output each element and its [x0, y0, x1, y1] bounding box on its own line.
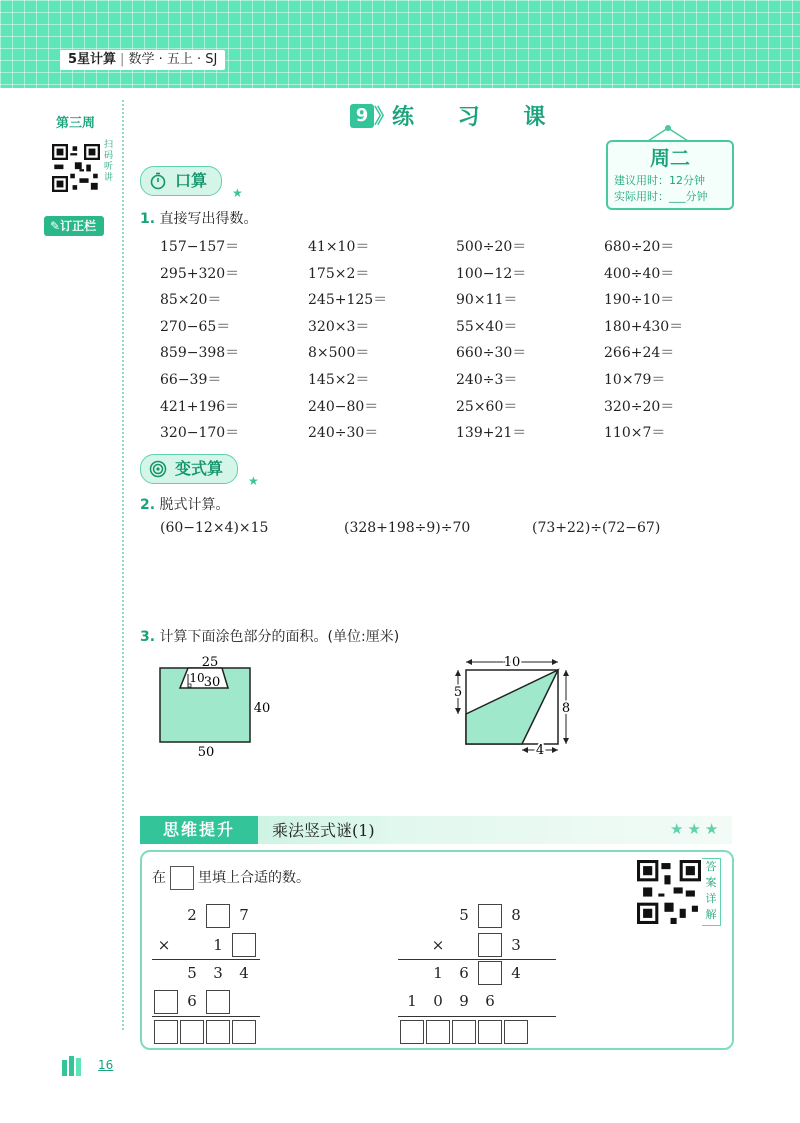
puzzle2-digit: 1: [407, 992, 417, 1010]
qr-code-icon[interactable]: [636, 860, 702, 924]
week-label: 第三周: [56, 116, 96, 131]
puzzle2-rule: [398, 959, 556, 960]
puzzle2-times: ×: [431, 936, 445, 954]
oral-item: 25×60＝: [456, 399, 518, 415]
section-variant-text: 变式算: [175, 459, 224, 478]
figure2-label-bottom: 4: [535, 743, 545, 758]
puzzle1-blank[interactable]: [206, 990, 230, 1014]
puzzle1-rule: [152, 1016, 260, 1017]
oral-item: 320−170＝: [160, 425, 240, 441]
correction-column-tag: [44, 216, 104, 236]
top-banner: [0, 0, 800, 88]
question-2-number: 2.: [140, 497, 156, 513]
expression-3: (73+22)÷(72−67): [532, 520, 661, 536]
subject-label: 数学 · 五上 · SJ: [128, 52, 218, 67]
puzzle2-digit: 9: [459, 992, 469, 1010]
oral-item: 320×3＝: [308, 319, 370, 335]
correction-label: 订正栏: [60, 219, 97, 233]
puzzle1-blank[interactable]: [232, 1020, 256, 1044]
figure1-label-top: 25: [201, 655, 219, 670]
puzzle1-blank[interactable]: [180, 1020, 204, 1044]
section-oral-text: 口算: [175, 171, 208, 190]
puzzle1-digit: 1: [213, 936, 223, 954]
oral-item: 295+320＝: [160, 266, 240, 282]
figure1-label-base: 50: [197, 745, 215, 760]
figure-rectangle-trapezoid: [150, 652, 290, 762]
box-icon: [170, 866, 194, 890]
oral-item: 175×2＝: [308, 266, 370, 282]
question-1-title: [140, 208, 258, 228]
puzzle1-times: ×: [157, 936, 171, 954]
puzzle2-digit: 6: [459, 964, 469, 982]
brand-name: 5星计算: [68, 52, 117, 67]
oral-item: 245+125＝: [308, 292, 388, 308]
oral-item: 320÷20＝: [604, 399, 675, 415]
page-number: 16: [98, 1058, 114, 1072]
puzzle2-digit: 3: [511, 936, 521, 954]
star-icon: ★: [232, 186, 243, 200]
puzzle1-digit: 4: [239, 964, 249, 982]
thinking-subtitle: 乘法竖式谜(1): [272, 821, 375, 840]
puzzle2-rule: [398, 1016, 556, 1017]
oral-item: 66−39＝: [160, 372, 222, 388]
oral-item: 100−12＝: [456, 266, 527, 282]
expression-1: (60−12×4)×15: [160, 520, 269, 536]
oral-item: 859−398＝: [160, 345, 240, 361]
puzzle2-blank[interactable]: [478, 1020, 502, 1044]
oral-item: 270−65＝: [160, 319, 231, 335]
qr-caption: 扫码听讲: [104, 140, 114, 183]
margin-divider: [122, 100, 124, 1030]
oral-item: 190÷10＝: [604, 292, 675, 308]
figure2-label-top: 10: [503, 655, 521, 670]
puzzle2-digit: 8: [511, 906, 521, 924]
figure2-label-right: 8: [561, 701, 571, 716]
puzzle2-digit: 1: [433, 964, 443, 982]
puzzle2-blank[interactable]: [426, 1020, 450, 1044]
oral-item: 240÷30＝: [308, 425, 379, 441]
puzzle2-blank[interactable]: [478, 904, 502, 928]
instruction-suffix: 里填上合适的数。: [198, 870, 310, 886]
question-3-number: 3.: [140, 629, 156, 645]
actual-time[interactable]: 实际用时：___分钟: [614, 190, 708, 203]
lesson-number: 9: [350, 104, 374, 128]
lesson-title: 练 习 课: [392, 105, 564, 130]
oral-item: 55×40＝: [456, 319, 518, 335]
section-oral-label: [140, 166, 222, 196]
puzzle1-digit: 6: [187, 992, 197, 1010]
oral-item: 85×20＝: [160, 292, 222, 308]
pencil-icon: ✎: [50, 219, 61, 233]
oral-item: 8×500＝: [308, 345, 370, 361]
chevron-right-icon: 》: [374, 104, 394, 128]
puzzle1-digit: 5: [187, 964, 197, 982]
day-name: 周二: [650, 146, 690, 170]
figure2-label-left: 5: [453, 685, 463, 700]
oral-item: 145×2＝: [308, 372, 370, 388]
target-icon: [149, 460, 167, 478]
oral-item: 180+430＝: [604, 319, 684, 335]
books-icon: [62, 1054, 94, 1076]
thinking-instruction: [152, 866, 310, 890]
puzzle2-blank[interactable]: [504, 1020, 528, 1044]
figure-rectangle-quad: [446, 652, 586, 762]
oral-item: 110×7＝: [604, 425, 666, 441]
puzzle2-blank[interactable]: [478, 961, 502, 985]
question-1-number: 1.: [140, 211, 156, 227]
puzzle2-blank[interactable]: [452, 1020, 476, 1044]
puzzle1-blank[interactable]: [206, 1020, 230, 1044]
puzzle2-digit: 6: [485, 992, 495, 1010]
question-1-text: 直接写出得数。: [159, 211, 258, 227]
puzzle1-blank[interactable]: [206, 904, 230, 928]
oral-item: 240−80＝: [308, 399, 379, 415]
puzzle2-blank[interactable]: [400, 1020, 424, 1044]
figure1-label-side: 40: [253, 701, 271, 716]
oral-item: 400÷40＝: [604, 266, 675, 282]
puzzle2-digit: 5: [459, 906, 469, 924]
oral-item: 41×10＝: [308, 239, 370, 255]
star-icon: ★: [248, 474, 259, 488]
question-3-title: [140, 626, 399, 646]
puzzle1-rule: [152, 959, 260, 960]
puzzle2-blank[interactable]: [478, 933, 502, 957]
figure1-label-height: 10: [189, 671, 205, 685]
question-2-text: 脱式计算。: [159, 497, 230, 513]
difficulty-stars: ★★★: [670, 820, 723, 838]
suggested-time: 建议用时：12分钟: [614, 174, 705, 187]
oral-item: 500÷20＝: [456, 239, 527, 255]
question-2-title: [140, 494, 230, 514]
oral-item: 157−157＝: [160, 239, 240, 255]
qr-code-icon[interactable]: [52, 144, 100, 192]
thinking-tag: 思维提升: [140, 816, 258, 844]
brand-label: 5星计算 | 数学 · 五上 · SJ: [60, 50, 225, 70]
puzzle1-blank[interactable]: [154, 1020, 178, 1044]
puzzle1-digit: 3: [213, 964, 223, 982]
puzzle1-blank[interactable]: [232, 933, 256, 957]
oral-item: 90×11＝: [456, 292, 518, 308]
oral-item: 240÷3＝: [456, 372, 518, 388]
oral-item: 660÷30＝: [456, 345, 527, 361]
puzzle2-digit: 4: [511, 964, 521, 982]
stopwatch-icon: [149, 172, 167, 190]
puzzle1-blank[interactable]: [154, 990, 178, 1014]
answer-caption: 答案详解: [702, 858, 721, 926]
section-variant-label: [140, 454, 238, 484]
oral-item: 10×79＝: [604, 372, 666, 388]
oral-item: 680÷20＝: [604, 239, 675, 255]
oral-item: 266+24＝: [604, 345, 675, 361]
instruction-prefix: 在: [152, 870, 166, 886]
question-3-text: 计算下面涂色部分的面积。(单位:厘米): [159, 629, 400, 645]
expression-2: (328+198÷9)÷70: [344, 520, 471, 536]
figure1-label-trap-bottom: 30: [203, 675, 221, 690]
oral-item: 421+196＝: [160, 399, 240, 415]
puzzle1-digit: 2: [187, 906, 197, 924]
puzzle2-digit: 0: [433, 992, 443, 1010]
puzzle1-digit: 7: [239, 906, 249, 924]
oral-item: 139+21＝: [456, 425, 527, 441]
